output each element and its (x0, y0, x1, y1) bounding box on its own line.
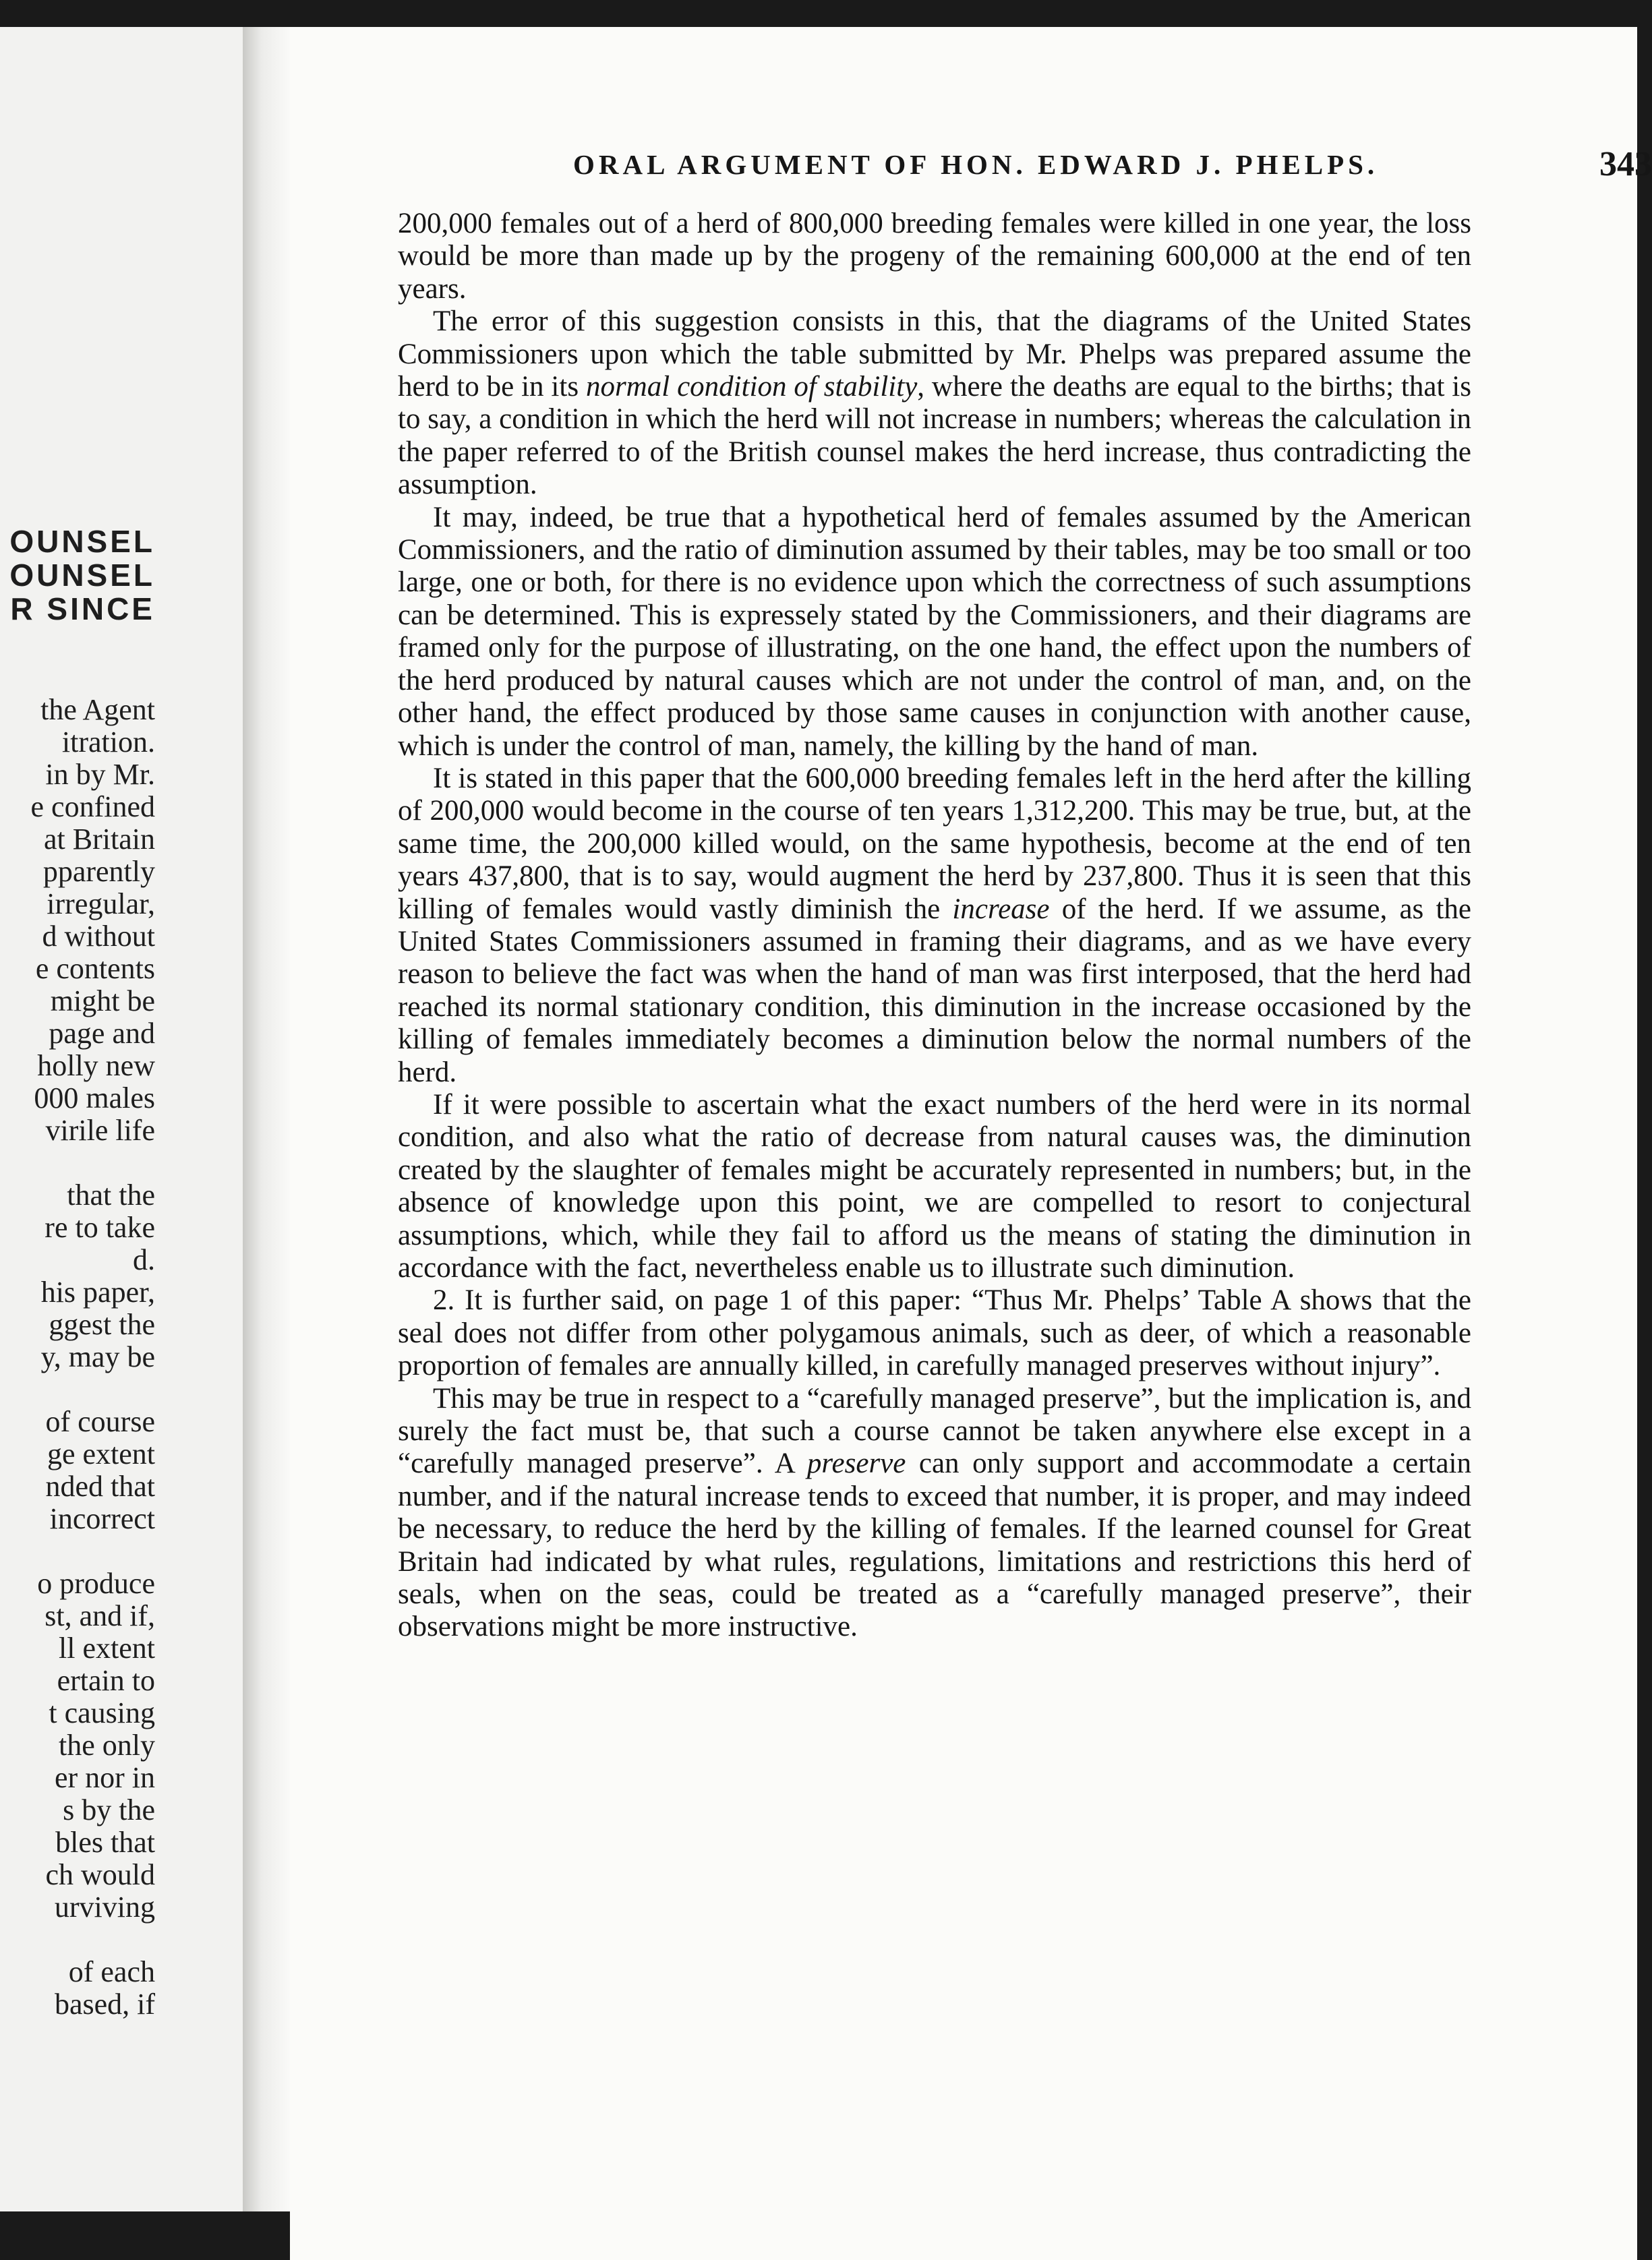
left-text-line: itration. (61, 725, 155, 759)
left-text-line: st, and if, (45, 1599, 155, 1632)
left-text-line: of course (45, 1405, 155, 1438)
left-text-line: ch would (45, 1858, 155, 1891)
left-text-line: based, if (54, 1988, 155, 2021)
left-text-line: ge extent (47, 1437, 155, 1470)
left-text-line: nded that (45, 1470, 155, 1503)
left-text-line: ll extent (59, 1632, 155, 1665)
paragraph: It is stated in this paper that the 600,000 breeding females left in the herd after the killing of 200,000 would become in the course of ten years 1,312,200. This may be true, but, at the same time, the 200,000 killed would, on the same hypothesis, become at the end of ten years 437,800, that is to say, would augment the herd by 237,800. Thus it is seen that this killing of females would vastly diminish the increase of the herd. If we assume, as the United States Commissioners assumed in framing their diagrams, and as we have every reason to believe the fact was when the hand of man was first interposed, that the herd had reached its normal stationary condition, this diminution in the increase occasioned by the killing of females immediately becomes a diminution below the normal numbers of the herd. (398, 762, 1471, 1088)
paragraph: 2. It is further said, on page 1 of this paper: “Thus Mr. Phelps’ Table A shows that the seal does not differ from other polygamous animals, such as deer, of which a reasonable proportion of females are annually killed, in carefully managed preserves without injury”. (398, 1284, 1471, 1382)
left-text-line: at Britain (44, 823, 155, 856)
paragraph: 200,000 females out of a herd of 800,000 breeding females were killed in one year, the loss would be more than made up by the progeny of the remaining 600,000 at the end of ten years. (398, 208, 1471, 305)
left-text-line: e contents (35, 952, 155, 985)
paragraph: If it were possible to ascertain what the exact numbers of the herd were in its normal condition, and also what the ratio of decrease from natural causes was, the diminution created by the slaughter of females might be accurately represented in numbers; but, in the absence of knowledge upon this point, we are compelled to resort to conjectural assumptions, which, while they fail to afford us the means of stating the diminution in accordance with the fact, nevertheless enable us to illustrate such diminution. (398, 1088, 1471, 1284)
left-text-line: t causing (49, 1696, 155, 1729)
left-text-line: o produce (37, 1567, 155, 1600)
left-text-line: 000 males (34, 1081, 155, 1114)
paragraph: The error of this suggestion consists in this, that the diagrams of the United States Commissioners upon which the table submitted by Mr. Phelps was prepared assume the herd to be in its normal condition of stability, where the deaths are equal to the births; that is to say, a condition in which the herd will not increase in numbers; whereas the calculation in the paper referred to of the British counsel makes the herd increase, thus contradicting the assumption. (398, 305, 1471, 501)
paragraph: It may, indeed, be true that a hypothetical herd of females assumed by the American Commissioners, and the ratio of diminution assumed by their tables, may be too small or too large, one or both, for there is no evidence upon which the correctness of such assumptions can be determined. This is expressely stated by the Commissioners, and their diagrams are framed only for the purpose of illustrating, on the one hand, the effect upon the numbers of the herd produced by natural causes which are not under the control of man, and, on the other hand, the effect produced by those same causes in conjunction with another cause, which is under the control of man, namely, the killing by the hand of man. (398, 501, 1471, 762)
emphasis: preserve (806, 1448, 906, 1480)
left-text-line: pparently (42, 855, 155, 888)
left-heading-line: OUNSEL (9, 558, 155, 593)
page-number: 343 (1599, 145, 1652, 183)
left-text-line: ggest the (49, 1308, 155, 1341)
body-text (398, 208, 1471, 1644)
left-text-line: page and (49, 1017, 155, 1050)
left-heading-line: R SINCE (10, 591, 155, 626)
left-text-line: er nor in (54, 1761, 155, 1794)
emphasis: normal condition of stability (585, 371, 918, 403)
left-text-line: bles that (55, 1826, 155, 1859)
left-text-line: incorrect (49, 1502, 155, 1535)
left-text-line: might be (50, 984, 155, 1017)
left-text-line: the Agent (40, 693, 155, 726)
left-text-line: s by the (63, 1793, 155, 1826)
left-text-line: re to take (45, 1211, 155, 1244)
left-text-line: ertain to (57, 1664, 155, 1697)
left-text-line: the only (59, 1729, 155, 1762)
left-text-line: of each (68, 1955, 155, 1988)
left-text-line: y, may be (40, 1340, 155, 1373)
left-text-line: virile life (45, 1114, 155, 1147)
left-heading-line: OUNSEL (9, 524, 155, 559)
page-header (573, 145, 1652, 202)
book-gutter (243, 27, 290, 2211)
left-text-line: in by Mr. (45, 758, 155, 791)
left-text-line: d without (42, 920, 155, 953)
left-text-line: that the (67, 1179, 155, 1212)
left-text-line: holly new (37, 1049, 155, 1082)
left-text-line: e confined (30, 790, 155, 823)
left-text-line: urviving (54, 1891, 155, 1924)
left-text-line: irregular, (47, 887, 155, 920)
facing-page-fragment (0, 27, 243, 2211)
paragraph: This may be true in respect to a “carefully managed preserve”, but the implication is, and surely the fact must be, that such a course cannot be taken anywhere else except in a “carefully managed preserve”. A preserve can only support and accommodate a certain number, and if the natural increase tends to exceed that number, it is proper, and may indeed be necessary, to reduce the herd by the killing of females. If the learned counsel for Great Britain had indicated by what rules, regulations, limitations and restrictions this herd of seals, when on the seas, could be treated as a “carefully managed preserve”, their observations might be more instructive. (398, 1382, 1471, 1643)
running-head: ORAL ARGUMENT OF HON. EDWARD J. PHELPS. (573, 149, 1379, 180)
left-text-line: his paper, (40, 1276, 155, 1309)
emphasis: increase (952, 893, 1050, 925)
left-text-line: d. (133, 1243, 155, 1276)
